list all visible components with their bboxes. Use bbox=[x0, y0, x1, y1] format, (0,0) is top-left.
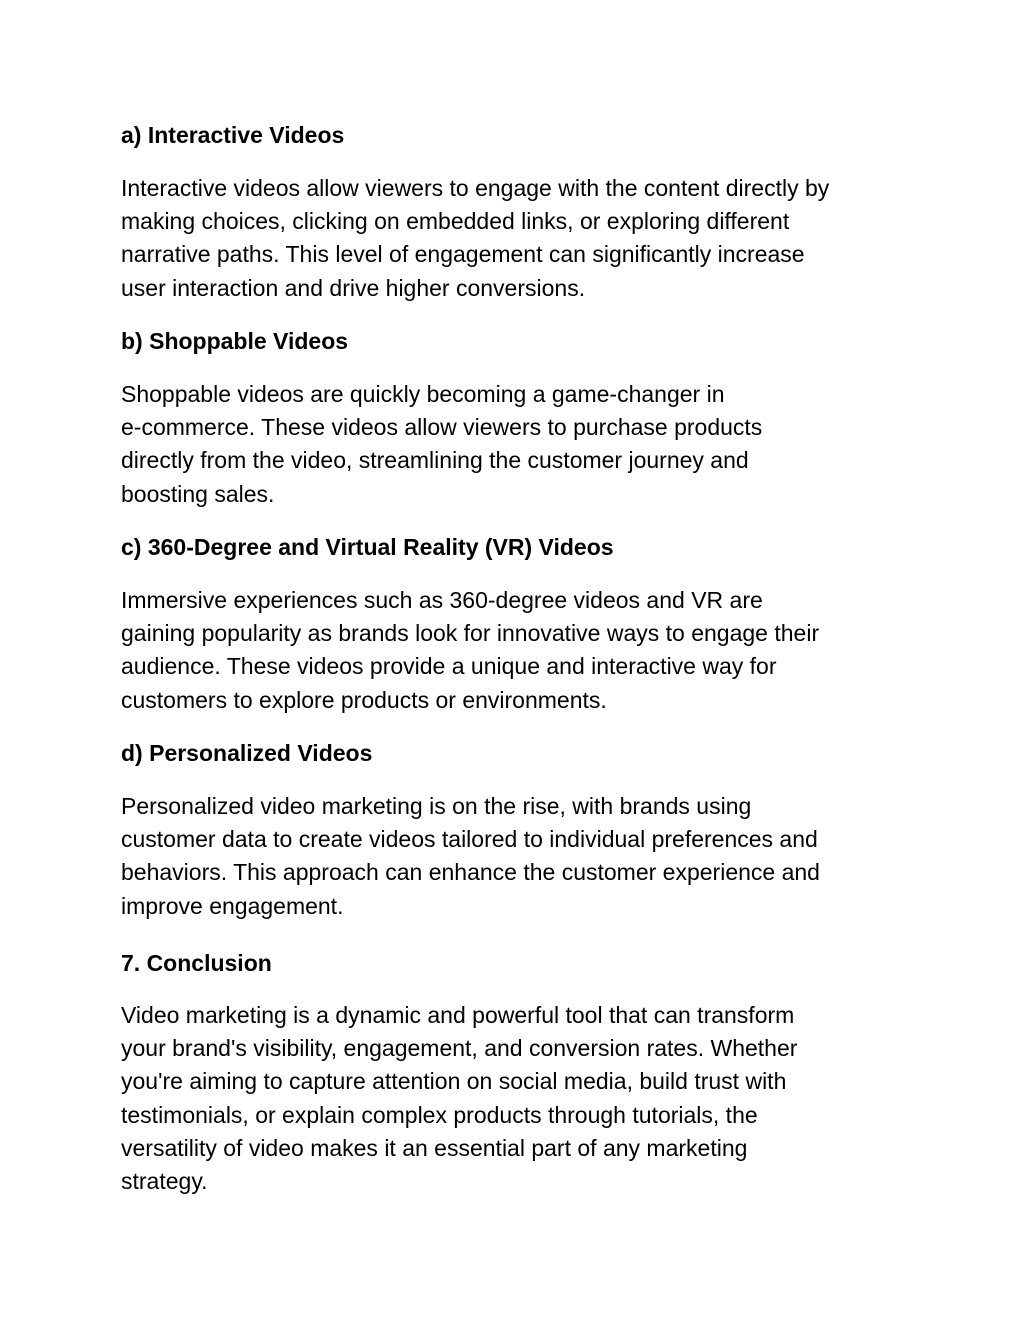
paragraph-line: Personalized video marketing is on the rise, with brands using bbox=[121, 793, 752, 819]
paragraph-line: strategy. bbox=[121, 1168, 208, 1195]
paragraph-line: narrative paths. This level of engagement can significantly increase bbox=[121, 241, 805, 268]
section-heading-shoppable-videos: b) Shoppable Videos bbox=[121, 328, 349, 354]
paragraph-line: versatility of video makes it an essential part of any marketing bbox=[121, 1134, 748, 1161]
section-heading-interactive-videos: a) Interactive Videos bbox=[121, 122, 345, 148]
paragraph-line: audience. These videos provide a unique and interactive way for bbox=[121, 653, 777, 680]
section-paragraph-conclusion bbox=[121, 999, 797, 1198]
section-paragraph-shoppable-videos bbox=[121, 378, 762, 511]
paragraph-line: Interactive videos allow viewers to engage with the content directly by bbox=[121, 175, 830, 201]
paragraph-line: Immersive experiences such as 360-degree videos and VR are bbox=[121, 587, 763, 613]
paragraph-line: your brand's visibility, engagement, and conversion rates. Whether bbox=[121, 1035, 798, 1062]
section-heading-conclusion: 7. Conclusion bbox=[121, 950, 272, 976]
paragraph-line: directly from the video, streamlining the customer journey and bbox=[121, 447, 749, 474]
paragraph-line: e-commerce. These videos allow viewers to purchase products bbox=[121, 414, 763, 441]
paragraph-line: gaining popularity as brands look for innovative ways to engage their bbox=[121, 620, 820, 647]
paragraph-line: testimonials, or explain complex products through tutorials, the bbox=[121, 1101, 758, 1128]
paragraph-line: customer data to create videos tailored to individual preferences and bbox=[121, 826, 818, 853]
section-paragraph-360-vr-videos bbox=[121, 584, 819, 717]
paragraph-line: user interaction and drive higher conversions. bbox=[121, 274, 586, 301]
paragraph-line: customers to explore products or environments. bbox=[121, 686, 607, 713]
section-heading-personalized-videos: d) Personalized Videos bbox=[121, 740, 373, 766]
paragraph-line: Video marketing is a dynamic and powerful tool that can transform bbox=[121, 1002, 795, 1028]
paragraph-line: behaviors. This approach can enhance the customer experience and bbox=[121, 859, 820, 886]
paragraph-line: Shoppable videos are quickly becoming a game-changer in bbox=[121, 381, 725, 407]
paragraph-line: you're aiming to capture attention on social media, build trust with bbox=[121, 1068, 787, 1095]
paragraph-line: boosting sales. bbox=[121, 480, 275, 507]
section-paragraph-interactive-videos bbox=[121, 172, 829, 305]
section-paragraph-personalized-videos bbox=[121, 790, 820, 923]
paragraph-line: improve engagement. bbox=[121, 892, 344, 919]
section-heading-360-vr-videos: c) 360-Degree and Virtual Reality (VR) Videos bbox=[121, 534, 614, 560]
paragraph-line: making choices, clicking on embedded links, or exploring different bbox=[121, 208, 790, 235]
